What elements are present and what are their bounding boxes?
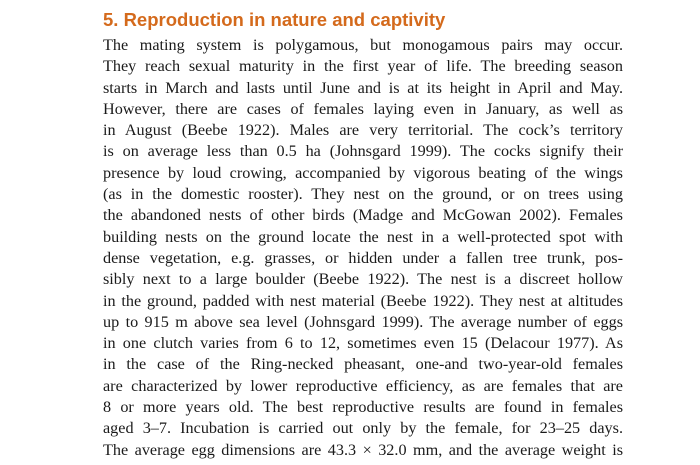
text-line: presence by loud crowing, accompanied by vigorous beating of the wings <box>103 163 623 182</box>
text-line: dense vegetation, e.g. grasses, or hidden under a fallen tree trunk, pos- <box>103 248 623 267</box>
text-line: are characterized by lower reproductive efficiency, as are females that are <box>103 376 623 395</box>
text-line: is on average less than 0.5 ha (Johnsgard 1999). The cocks signify their <box>103 142 623 161</box>
text-line: up to 915 m above sea level (Johnsgard 1999). The average number of eggs <box>103 312 623 331</box>
section-heading: 5. Reproduction in nature and captivity <box>103 9 446 30</box>
text-line: aged 3–7. Incubation is carried out only by the female, for 23–25 days. <box>103 419 623 438</box>
text-line: the abandoned nests of other birds (Madge and McGowan 2002). Females <box>103 206 623 225</box>
text-line: The average egg dimensions are 43.3 × 32.0 mm, and the average weight is <box>103 440 623 459</box>
text-line: in August (Beebe 1922). Males are very territorial. The cock’s territory <box>103 121 623 140</box>
text-line: in the case of the Ring-necked pheasant, one-and two-year-old females <box>103 355 623 374</box>
text-line: (as in the domestic rooster). They nest on the ground, or on trees using <box>103 185 623 204</box>
text-line: in the ground, padded with nest material (Beebe 1922). They nest at altitudes <box>103 291 623 310</box>
text-line: building nests on the ground locate the nest in a well-protected spot with <box>103 227 623 246</box>
body-paragraph <box>103 35 623 461</box>
text-line: However, there are cases of females laying even in January, as well as <box>103 99 623 118</box>
text-line: sibly next to a large boulder (Beebe 1922). The nest is a discreet hollow <box>103 270 623 289</box>
text-line: in one clutch varies from 6 to 12, sometimes even 15 (Delacour 1977). As <box>103 334 623 353</box>
text-line: 8 or more years old. The best reproductive results are found in females <box>103 398 623 417</box>
text-line: The mating system is polygamous, but monogamous pairs may occur. <box>103 36 623 54</box>
text-line: They reach sexual maturity in the first year of life. The breeding season <box>103 57 623 76</box>
text-line: starts in March and lasts until June and is at its height in April and May. <box>103 78 623 97</box>
